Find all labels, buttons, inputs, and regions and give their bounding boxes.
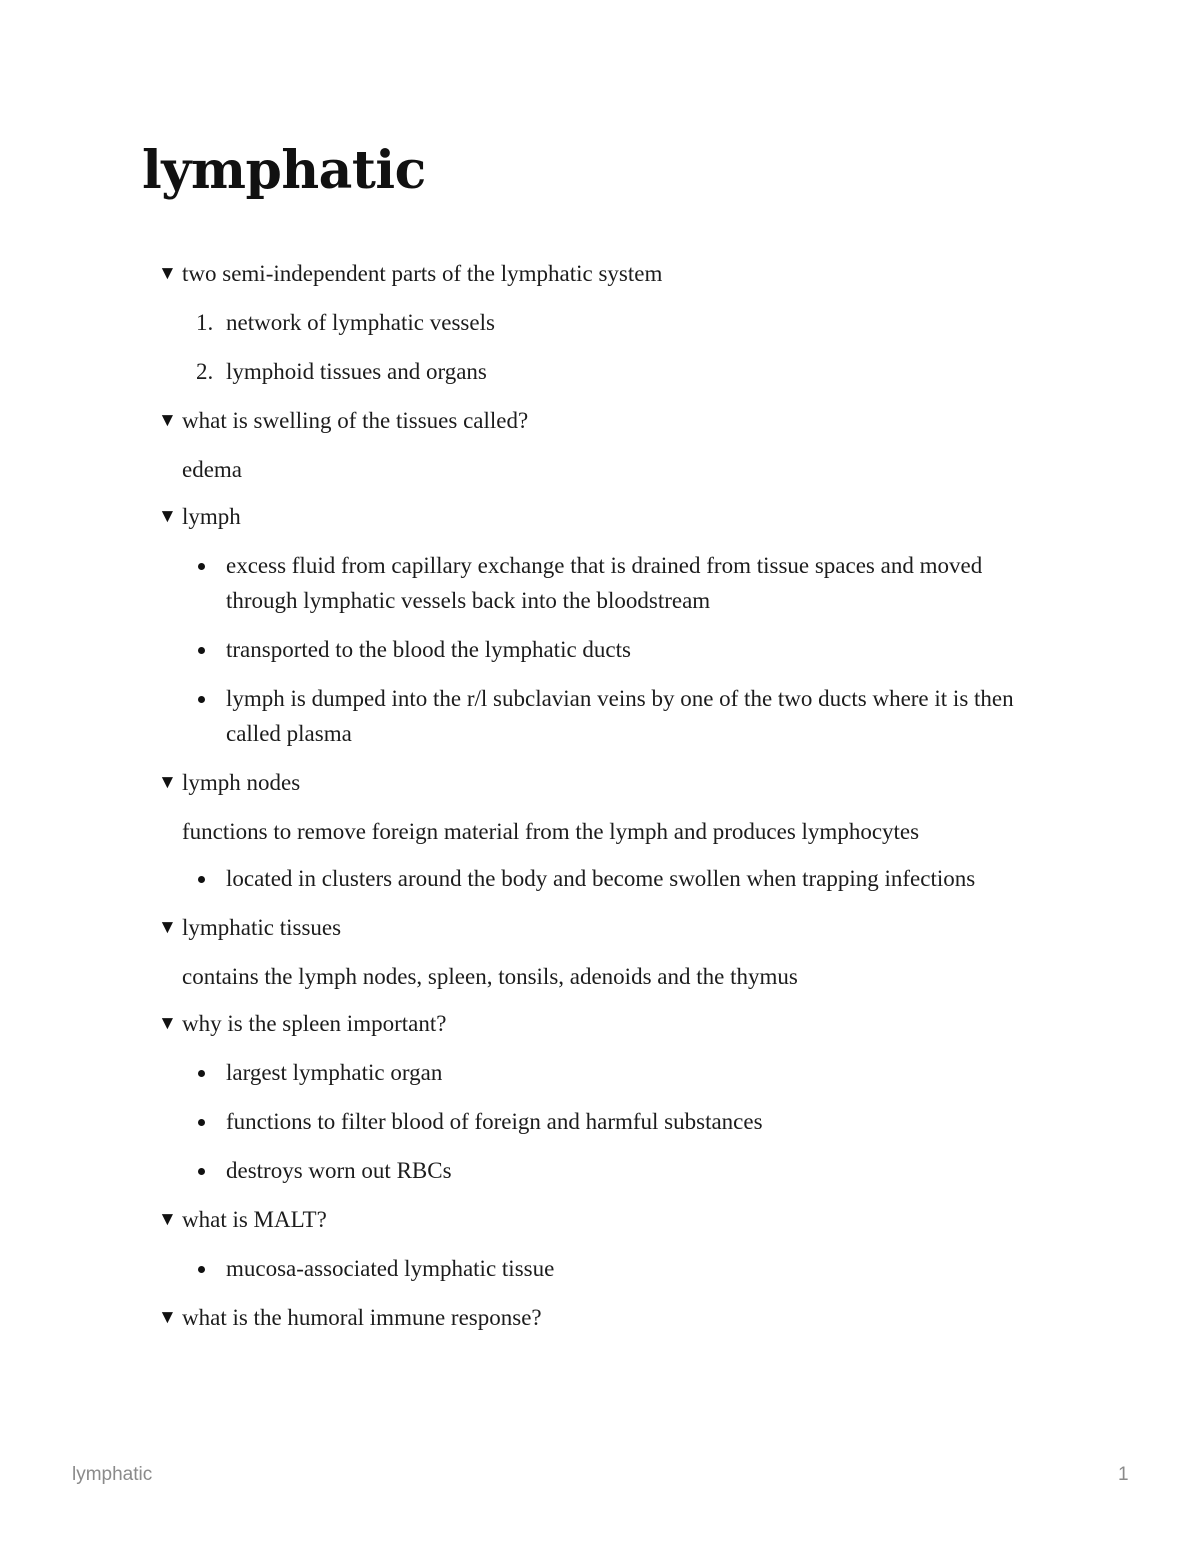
toggle-summary-text: why is the spleen important? <box>182 1011 447 1036</box>
toggle-summary[interactable] <box>158 1006 1058 1041</box>
list-item <box>182 1251 1058 1286</box>
page-number: 1 <box>1118 1464 1129 1485</box>
list-item-text: destroys worn out RBCs <box>226 1158 452 1183</box>
bullet-dot-icon <box>198 1168 205 1175</box>
bullet-dot-icon <box>198 876 205 883</box>
triangle-down-icon[interactable]: ▼ <box>158 410 177 431</box>
toggle-summary[interactable] <box>158 403 1058 438</box>
toggle-body <box>182 305 1058 389</box>
toggle-summary[interactable] <box>158 256 1058 291</box>
page-title: lymphatic <box>142 140 426 201</box>
toggle-summary-text: what is swelling of the tissues called? <box>182 408 529 433</box>
triangle-down-icon[interactable]: ▼ <box>158 506 177 527</box>
bullet-dot-icon <box>198 696 205 703</box>
list-item-text: lymph is dumped into the r/l subclavian veins by one of the two ducts where it is then called plasma <box>226 686 1014 746</box>
page-content <box>158 256 1058 1335</box>
list-item <box>182 681 1058 751</box>
toggle-lymph[interactable] <box>158 499 1058 751</box>
triangle-down-icon[interactable]: ▼ <box>158 1209 177 1230</box>
list-item <box>182 305 1058 340</box>
list-item-text: excess fluid from capillary exchange that is drained from tissue spaces and moved through lymphatic vessels back into the bloodstream <box>226 553 983 613</box>
list-item-text: functions to filter blood of foreign and harmful substances <box>226 1109 763 1134</box>
answer-text: edema <box>182 457 243 482</box>
body-text: functions to remove foreign material from the lymph and produces lymphocytes <box>182 819 920 844</box>
list-item <box>182 354 1058 389</box>
triangle-down-icon[interactable]: ▼ <box>158 1013 177 1034</box>
toggle-body <box>182 814 1058 896</box>
list-item-text: network of lymphatic vessels <box>226 310 495 335</box>
toggle-summary[interactable] <box>158 499 1058 534</box>
bullet-dot-icon <box>198 563 205 570</box>
list-item <box>182 632 1058 667</box>
list-item <box>182 548 1058 618</box>
toggle-parts[interactable] <box>158 256 1058 389</box>
triangle-down-icon[interactable]: ▼ <box>158 263 177 284</box>
toggle-summary[interactable] <box>158 1300 1058 1335</box>
bullet-dot-icon <box>198 1119 205 1126</box>
toggle-summary-text: what is the humoral immune response? <box>182 1305 542 1330</box>
toggle-summary-text: lymphatic tissues <box>182 915 342 940</box>
list-item-text: mucosa-associated lymphatic tissue <box>226 1256 555 1281</box>
list-number: 2. <box>196 359 214 384</box>
toggle-body <box>182 1055 1058 1188</box>
toggle-summary-text: what is MALT? <box>182 1207 327 1232</box>
toggle-swelling[interactable] <box>158 403 1058 487</box>
footer-title: lymphatic <box>72 1464 153 1485</box>
list-item <box>182 861 1058 896</box>
toggle-body <box>182 452 1058 487</box>
list-item-text: largest lymphatic organ <box>226 1060 443 1085</box>
triangle-down-icon[interactable]: ▼ <box>158 772 177 793</box>
toggle-lymphatic-tissues[interactable] <box>158 910 1058 994</box>
toggle-lymph-nodes[interactable] <box>158 765 1058 896</box>
bullet-dot-icon <box>198 647 205 654</box>
toggle-body <box>182 959 1058 994</box>
toggle-malt[interactable] <box>158 1202 1058 1286</box>
triangle-down-icon[interactable]: ▼ <box>158 1307 177 1328</box>
list-item-text: located in clusters around the body and become swollen when trapping infections <box>226 866 976 891</box>
bullet-dot-icon <box>198 1266 205 1273</box>
list-item-text: transported to the blood the lymphatic ducts <box>226 637 631 662</box>
list-item <box>182 1153 1058 1188</box>
toggle-summary[interactable] <box>158 765 1058 800</box>
toggle-body <box>182 1251 1058 1286</box>
toggle-spleen[interactable] <box>158 1006 1058 1188</box>
toggle-humoral[interactable] <box>158 1300 1058 1335</box>
toggle-body <box>182 548 1058 751</box>
list-item <box>182 1055 1058 1090</box>
list-item <box>182 1104 1058 1139</box>
list-item-text: lymphoid tissues and organs <box>226 359 487 384</box>
toggle-summary-text: two semi-independent parts of the lymphatic system <box>182 261 663 286</box>
toggle-summary-text: lymph nodes <box>182 770 301 795</box>
body-text: contains the lymph nodes, spleen, tonsils, adenoids and the thymus <box>182 964 798 989</box>
toggle-summary[interactable] <box>158 1202 1058 1237</box>
list-number: 1. <box>196 310 214 335</box>
bullet-dot-icon <box>198 1070 205 1077</box>
toggle-summary-text: lymph <box>182 504 241 529</box>
triangle-down-icon[interactable]: ▼ <box>158 917 177 938</box>
toggle-summary[interactable] <box>158 910 1058 945</box>
